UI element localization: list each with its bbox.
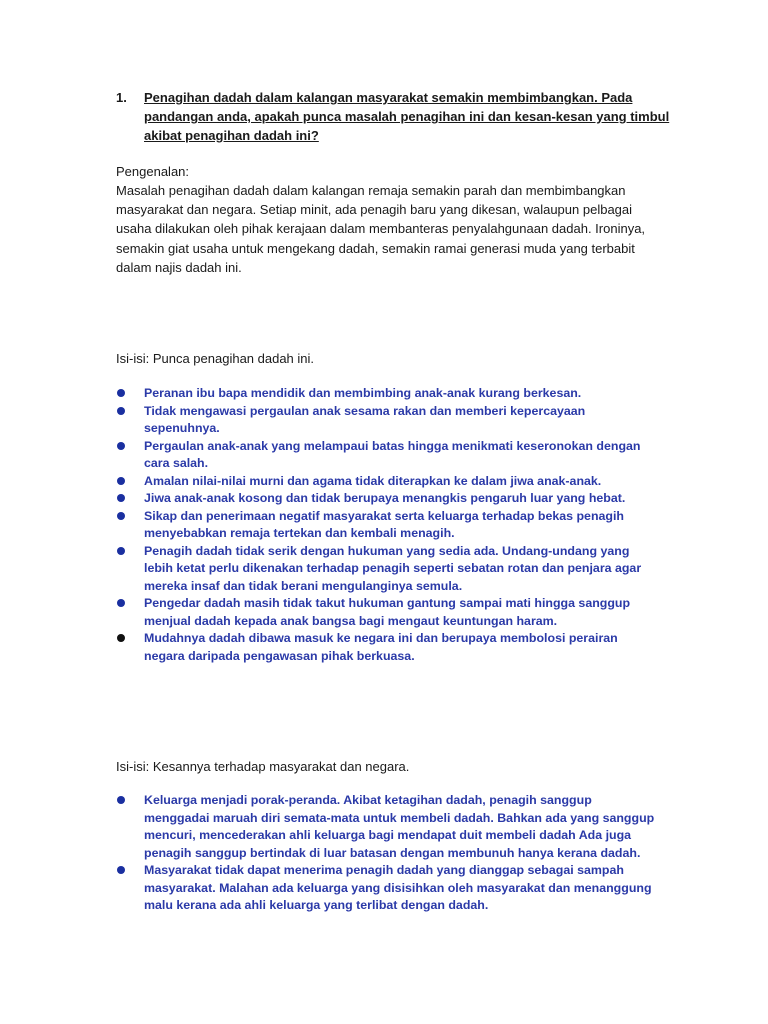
bullet-icon (117, 796, 125, 804)
bullet-icon (117, 407, 125, 415)
list-item (116, 438, 656, 473)
list-item-text: Peranan ibu bapa mendidik dan membimbing anak-anak kurang berkesan. (144, 386, 582, 400)
effects-list (116, 792, 656, 915)
list-item-text: Sikap dan penerimaan negatif masyarakat serta keluarga terhadap bekas penagih menyebabkan remaja tertekan dan kembali menagih. (144, 508, 624, 540)
list-item (116, 490, 656, 508)
list-item (116, 508, 656, 543)
bullet-icon (117, 477, 125, 485)
list-item (116, 792, 656, 862)
list-item-text: Pengedar dadah masih tidak takut hukuman gantung sampai mati hingga sanggup menjual dadah kepada anak bangsa bagi mengaut keuntungan haram. (144, 596, 631, 628)
list-item-text: Tidak mengawasi pergaulan anak sesama rakan dan memberi kepercayaan sepenuhnya. (144, 403, 586, 435)
list-item-text: Jiwa anak-anak kosong dan tidak berupaya menangkis pengaruh luar yang hebat. (144, 491, 626, 505)
list-item (116, 403, 656, 438)
list-item-text: Keluarga menjadi porak-peranda. Akibat ketagihan dadah, penagih sanggup menggadai maruah diri semata-mata untuk membeli dadah. Bahkan ada yang sanggup mencuri, mencederakan ahli keluarga bagi mendapat duit membeli dadah Ada juga penagih sanggup bertindak di luar batasan dengan membunuh hanya kerana dadah. (144, 793, 655, 860)
causes-heading: Isi-isi: Punca penagihan dadah ini. (116, 351, 315, 366)
bullet-icon (117, 494, 125, 502)
list-item (116, 543, 656, 596)
bullet-icon (117, 866, 125, 874)
bullet-icon (117, 599, 125, 607)
question-number: 1. (116, 90, 127, 105)
list-item-text: Mudahnya dadah dibawa masuk ke negara ini dan berupaya membolosi perairan negara daripada pengawasan pihak berkuasa. (144, 631, 618, 663)
bullet-icon (117, 389, 125, 397)
bullet-icon (117, 547, 125, 555)
causes-list (116, 385, 656, 665)
effects-heading: Isi-isi: Kesannya terhadap masyarakat dan negara. (116, 759, 410, 774)
list-item-text: Pergaulan anak-anak yang melampaui batas hingga menikmati keseronokan dengan cara salah. (144, 438, 641, 470)
list-item-text: Amalan nilai-nilai murni dan agama tidak diterapkan ke dalam jiwa anak-anak. (144, 473, 602, 488)
list-item (116, 595, 656, 630)
bullet-icon (117, 442, 125, 450)
list-item (116, 385, 656, 403)
list-item-text: Penagih dadah tidak serik dengan hukuman yang sedia ada. Undang-undang yang lebih ketat perlu dikenakan terhadap penagih seperti sebatan rotan dan penjara agar mereka insaf dan tidak berani mengulanginya semula. (144, 543, 642, 593)
list-item (116, 862, 656, 915)
list-item-text: Masyarakat tidak dapat menerima penagih dadah yang dianggap sebagai sampah masyarakat. Malahan ada keluarga yang disisihkan oleh masyarakat dan menanggung malu kerana ada ahli keluarga yang terlibat dengan dadah. (144, 863, 652, 912)
list-item (116, 473, 656, 491)
intro-paragraph: Masalah penagihan dadah dalam kalangan remaja semakin parah dan membimbangkan masyarakat dan negara. Setiap minit, ada penagih baru yang dikesan, walaupun pelbagai usaha dilakukan oleh pihak kerajaan dalam membanteras penyalahgunaan dadah. Ironinya, semakin giat usaha untuk mengekang dadah, semakin ramai generasi muda yang terbabit dalam najis dadah ini. (116, 183, 646, 275)
question-text: Penagihan dadah dalam kalangan masyarakat semakin membimbangkan. Pada pandangan anda, apakah punca masalah penagihan ini dan kesan-kesan yang timbul akibat penagihan dadah ini? (144, 90, 670, 143)
list-item (116, 630, 656, 665)
bullet-icon (117, 512, 125, 520)
intro-heading: Pengenalan: (116, 164, 190, 179)
bullet-icon (117, 634, 125, 642)
